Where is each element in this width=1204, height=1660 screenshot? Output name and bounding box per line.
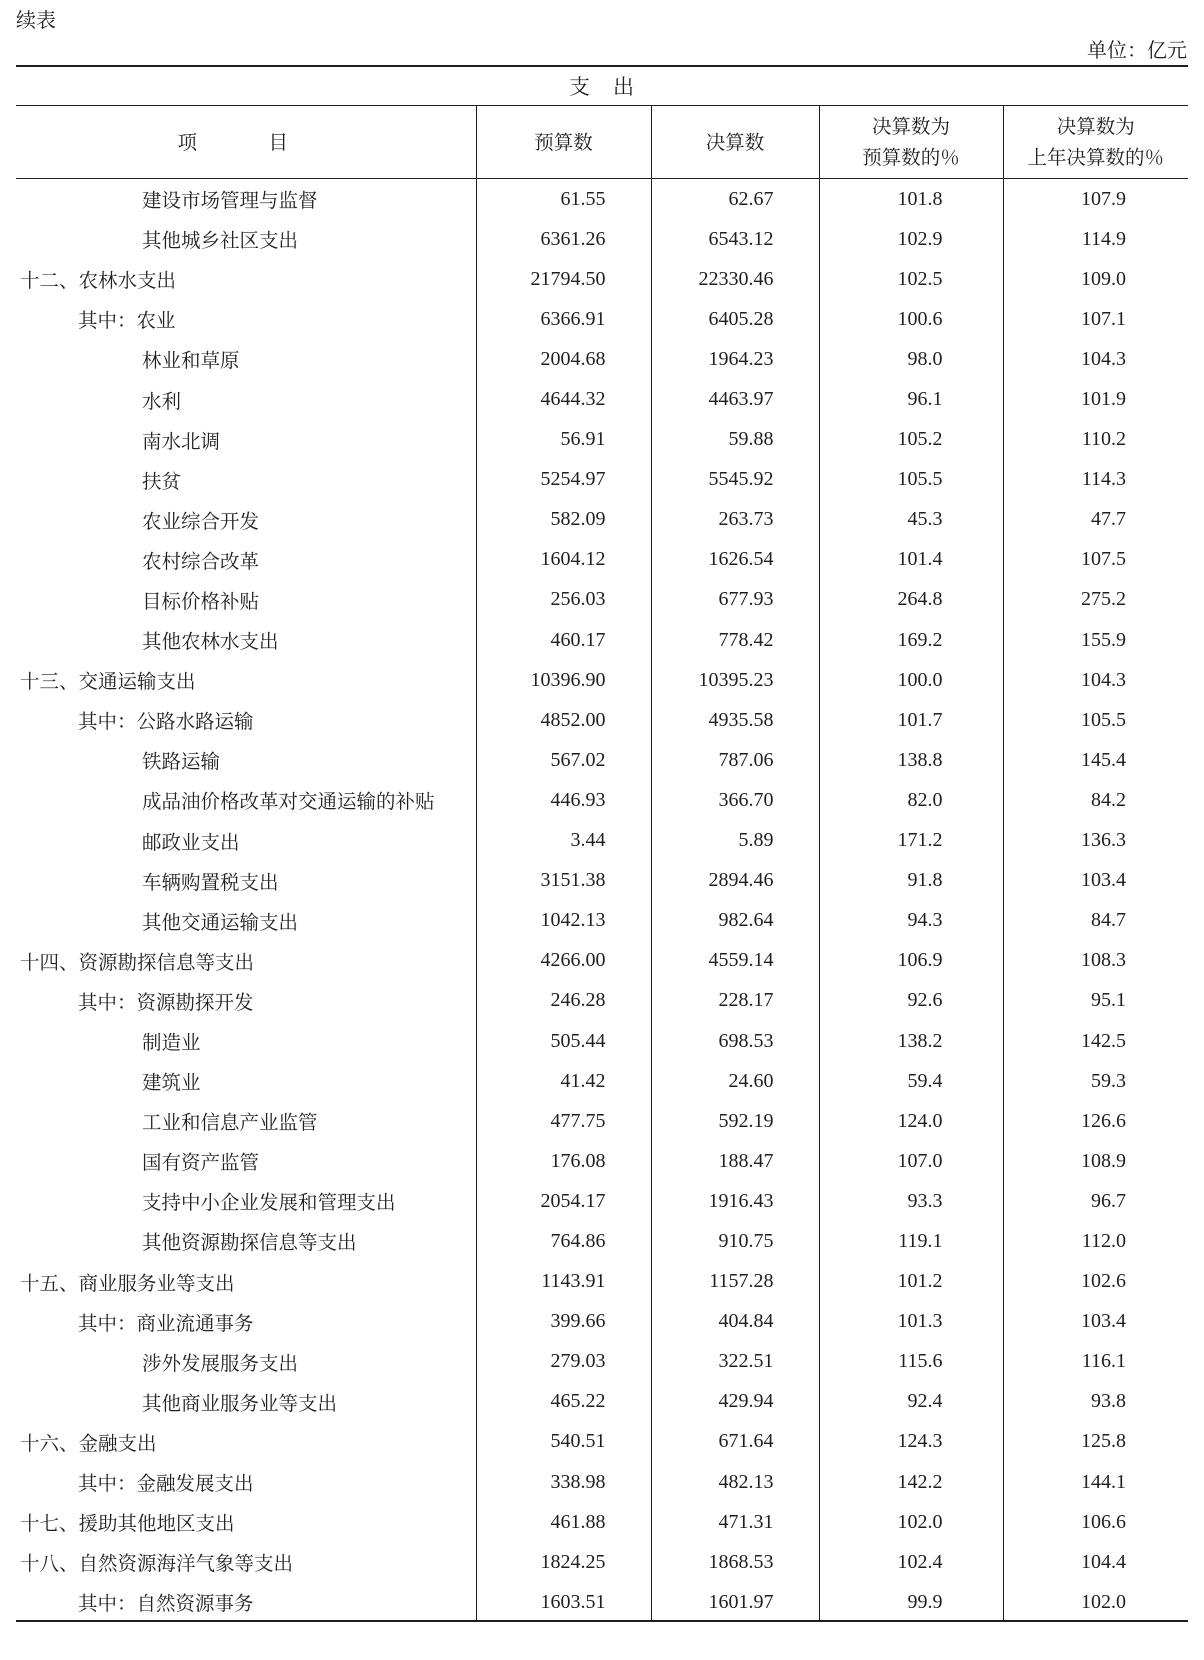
row-item-label: 十八、自然资源海洋气象等支出 — [20, 1552, 294, 1576]
row-budget-value: 582.09 — [476, 500, 651, 540]
row-pct-budget-value: 100.6 — [819, 299, 1003, 339]
table-row — [16, 1141, 1188, 1181]
row-budget-value: 3.44 — [476, 821, 651, 861]
table-row — [16, 1262, 1188, 1302]
row-final-value: 778.42 — [651, 620, 819, 660]
row-pct-prev-value: 126.6 — [1003, 1101, 1188, 1141]
row-item-label: 其中：商业流通事务 — [78, 1311, 254, 1335]
row-budget-value: 2054.17 — [476, 1181, 651, 1221]
row-item-label: 其他农林水支出 — [142, 630, 279, 654]
row-budget-value: 3151.38 — [476, 861, 651, 901]
table-row — [16, 299, 1188, 339]
table-row — [16, 259, 1188, 299]
row-pct-prev-value: 110.2 — [1003, 420, 1188, 460]
row-final-value: 62.67 — [651, 179, 819, 220]
table-row — [16, 379, 1188, 419]
row-final-value: 4559.14 — [651, 941, 819, 981]
row-pct-prev-value: 104.4 — [1003, 1542, 1188, 1582]
row-final-value: 322.51 — [651, 1342, 819, 1382]
row-item-label: 其他城乡社区支出 — [142, 229, 299, 253]
row-budget-value: 505.44 — [476, 1021, 651, 1061]
table-row — [16, 1181, 1188, 1221]
row-budget-value: 41.42 — [476, 1061, 651, 1101]
table-row — [16, 1021, 1188, 1061]
row-item-label: 其他交通运输支出 — [142, 910, 299, 934]
row-budget-value: 1042.13 — [476, 901, 651, 941]
row-item-label: 成品油价格改革对交通运输的补贴 — [142, 790, 435, 814]
row-pct-budget-value: 105.2 — [819, 420, 1003, 460]
row-budget-value: 61.55 — [476, 179, 651, 220]
bottom-rule — [16, 1620, 1188, 1622]
row-pct-budget-value: 105.5 — [819, 460, 1003, 500]
row-pct-budget-value: 119.1 — [819, 1221, 1003, 1261]
table-row — [16, 500, 1188, 540]
row-item-label: 工业和信息产业监管 — [142, 1111, 318, 1135]
row-pct-budget-value: 107.0 — [819, 1141, 1003, 1181]
row-pct-prev-value: 102.6 — [1003, 1262, 1188, 1302]
column-header-item: 项 目 — [16, 106, 476, 179]
row-budget-value: 56.91 — [476, 420, 651, 460]
row-pct-budget-value: 142.2 — [819, 1462, 1003, 1502]
row-item-label: 十六、金融支出 — [20, 1431, 157, 1455]
row-final-value: 429.94 — [651, 1382, 819, 1422]
table-row — [16, 339, 1188, 379]
row-pct-budget-value: 102.5 — [819, 259, 1003, 299]
table-row — [16, 1502, 1188, 1542]
row-budget-value: 4852.00 — [476, 700, 651, 740]
row-item-label: 其他资源勘探信息等支出 — [142, 1231, 357, 1255]
row-pct-prev-value: 102.0 — [1003, 1582, 1188, 1622]
row-final-value: 1868.53 — [651, 1542, 819, 1582]
row-budget-value: 460.17 — [476, 620, 651, 660]
row-final-value: 910.75 — [651, 1221, 819, 1261]
row-final-value: 1626.54 — [651, 540, 819, 580]
row-pct-budget-value: 93.3 — [819, 1181, 1003, 1221]
row-item-label: 十四、资源勘探信息等支出 — [20, 950, 255, 974]
row-pct-prev-value: 93.8 — [1003, 1382, 1188, 1422]
row-pct-prev-value: 125.8 — [1003, 1422, 1188, 1462]
row-pct-prev-value: 108.9 — [1003, 1141, 1188, 1181]
row-final-value: 982.64 — [651, 901, 819, 941]
row-pct-budget-value: 99.9 — [819, 1582, 1003, 1622]
row-budget-value: 338.98 — [476, 1462, 651, 1502]
row-final-value: 6543.12 — [651, 219, 819, 259]
table-row — [16, 861, 1188, 901]
row-item-label: 其中：自然资源事务 — [78, 1592, 254, 1616]
row-final-value: 24.60 — [651, 1061, 819, 1101]
row-item-label: 其中：农业 — [78, 309, 176, 333]
row-budget-value: 1604.12 — [476, 540, 651, 580]
row-pct-prev-value: 104.3 — [1003, 339, 1188, 379]
table-row — [16, 700, 1188, 740]
row-pct-budget-value: 92.6 — [819, 981, 1003, 1021]
row-item-label: 车辆购置税支出 — [142, 870, 279, 894]
row-pct-budget-value: 92.4 — [819, 1382, 1003, 1422]
row-item-label: 支持中小企业发展和管理支出 — [142, 1191, 396, 1215]
row-pct-prev-value: 107.9 — [1003, 179, 1188, 220]
row-pct-prev-value: 107.5 — [1003, 540, 1188, 580]
table-row — [16, 901, 1188, 941]
row-budget-value: 6361.26 — [476, 219, 651, 259]
row-pct-budget-value: 171.2 — [819, 821, 1003, 861]
row-pct-budget-value: 101.2 — [819, 1262, 1003, 1302]
row-final-value: 263.73 — [651, 500, 819, 540]
row-pct-prev-value: 103.4 — [1003, 1302, 1188, 1342]
row-pct-prev-value: 103.4 — [1003, 861, 1188, 901]
row-item-label: 南水北调 — [142, 429, 221, 453]
row-final-value: 1916.43 — [651, 1181, 819, 1221]
row-pct-budget-value: 101.3 — [819, 1302, 1003, 1342]
table-row — [16, 1542, 1188, 1582]
row-final-value: 10395.23 — [651, 660, 819, 700]
row-budget-value: 399.66 — [476, 1302, 651, 1342]
row-item-label: 其中：资源勘探开发 — [78, 990, 254, 1014]
row-pct-prev-value: 59.3 — [1003, 1061, 1188, 1101]
row-budget-value: 256.03 — [476, 580, 651, 620]
row-final-value: 22330.46 — [651, 259, 819, 299]
row-item-label: 国有资产监管 — [142, 1151, 260, 1175]
section-title: 支 出 — [569, 75, 635, 99]
row-final-value: 59.88 — [651, 420, 819, 460]
row-item-label: 邮政业支出 — [142, 830, 240, 854]
table-row — [16, 821, 1188, 861]
row-budget-value: 477.75 — [476, 1101, 651, 1141]
row-pct-prev-value: 106.6 — [1003, 1502, 1188, 1542]
row-final-value: 677.93 — [651, 580, 819, 620]
row-final-value: 404.84 — [651, 1302, 819, 1342]
row-pct-budget-value: 102.4 — [819, 1542, 1003, 1582]
column-header-pct-budget: 决算数为 预算数的％ — [819, 106, 1003, 179]
table-row — [16, 1101, 1188, 1141]
row-pct-prev-value: 114.9 — [1003, 219, 1188, 259]
row-item-label: 目标价格补贴 — [142, 589, 260, 613]
row-pct-budget-value: 82.0 — [819, 780, 1003, 820]
row-pct-prev-value: 107.1 — [1003, 299, 1188, 339]
row-pct-budget-value: 264.8 — [819, 580, 1003, 620]
row-budget-value: 4644.32 — [476, 379, 651, 419]
row-pct-budget-value: 96.1 — [819, 379, 1003, 419]
row-final-value: 1601.97 — [651, 1582, 819, 1622]
row-final-value: 2894.46 — [651, 861, 819, 901]
row-final-value: 1964.23 — [651, 339, 819, 379]
row-pct-prev-value: 136.3 — [1003, 821, 1188, 861]
row-pct-prev-value: 101.9 — [1003, 379, 1188, 419]
row-pct-budget-value: 138.2 — [819, 1021, 1003, 1061]
table-row — [16, 1422, 1188, 1462]
table-row — [16, 1221, 1188, 1261]
row-pct-prev-value: 275.2 — [1003, 580, 1188, 620]
row-pct-prev-value: 105.5 — [1003, 700, 1188, 740]
row-final-value: 671.64 — [651, 1422, 819, 1462]
row-budget-value: 4266.00 — [476, 941, 651, 981]
row-pct-budget-value: 94.3 — [819, 901, 1003, 941]
row-pct-budget-value: 101.7 — [819, 700, 1003, 740]
table-row — [16, 1582, 1188, 1622]
row-budget-value: 1603.51 — [476, 1582, 651, 1622]
column-header-pct-prev: 决算数为 上年决算数的％ — [1003, 106, 1188, 179]
row-item-label: 十五、商业服务业等支出 — [20, 1271, 235, 1295]
table-row — [16, 1302, 1188, 1342]
row-item-label: 林业和草原 — [142, 349, 240, 373]
row-final-value: 4463.97 — [651, 379, 819, 419]
row-pct-budget-value: 102.0 — [819, 1502, 1003, 1542]
row-pct-budget-value: 169.2 — [819, 620, 1003, 660]
table-row — [16, 740, 1188, 780]
row-pct-prev-value: 84.7 — [1003, 901, 1188, 941]
header-row — [16, 106, 1188, 179]
row-item-label: 十七、援助其他地区支出 — [20, 1512, 235, 1536]
table-row — [16, 1462, 1188, 1502]
table-row — [16, 660, 1188, 700]
row-final-value: 366.70 — [651, 780, 819, 820]
row-pct-budget-value: 124.0 — [819, 1101, 1003, 1141]
row-final-value: 6405.28 — [651, 299, 819, 339]
row-final-value: 228.17 — [651, 981, 819, 1021]
row-item-label: 十二、农林水支出 — [20, 269, 177, 293]
row-budget-value: 764.86 — [476, 1221, 651, 1261]
table-row — [16, 780, 1188, 820]
row-pct-budget-value: 101.8 — [819, 179, 1003, 220]
row-final-value: 471.31 — [651, 1502, 819, 1542]
row-pct-prev-value: 145.4 — [1003, 740, 1188, 780]
table-row — [16, 981, 1188, 1021]
table-row — [16, 620, 1188, 660]
row-pct-budget-value: 102.9 — [819, 219, 1003, 259]
row-pct-prev-value: 155.9 — [1003, 620, 1188, 660]
table-row — [16, 219, 1188, 259]
row-pct-budget-value: 45.3 — [819, 500, 1003, 540]
row-pct-budget-value: 106.9 — [819, 941, 1003, 981]
row-pct-budget-value: 101.4 — [819, 540, 1003, 580]
row-budget-value: 540.51 — [476, 1422, 651, 1462]
row-budget-value: 6366.91 — [476, 299, 651, 339]
row-pct-prev-value: 108.3 — [1003, 941, 1188, 981]
row-item-label: 建筑业 — [142, 1071, 201, 1095]
row-pct-prev-value: 116.1 — [1003, 1342, 1188, 1382]
row-final-value: 482.13 — [651, 1462, 819, 1502]
row-budget-value: 1143.91 — [476, 1262, 651, 1302]
row-final-value: 5.89 — [651, 821, 819, 861]
row-budget-value: 246.28 — [476, 981, 651, 1021]
row-pct-prev-value: 142.5 — [1003, 1021, 1188, 1061]
row-pct-prev-value: 104.3 — [1003, 660, 1188, 700]
table-row — [16, 941, 1188, 981]
row-item-label: 铁路运输 — [142, 750, 221, 774]
row-pct-budget-value: 115.6 — [819, 1342, 1003, 1382]
row-final-value: 4935.58 — [651, 700, 819, 740]
row-pct-prev-value: 144.1 — [1003, 1462, 1188, 1502]
row-budget-value: 2004.68 — [476, 339, 651, 379]
table-row — [16, 179, 1188, 220]
row-final-value: 188.47 — [651, 1141, 819, 1181]
row-pct-prev-value: 47.7 — [1003, 500, 1188, 540]
row-budget-value: 446.93 — [476, 780, 651, 820]
row-item-label: 建设市场管理与监督 — [142, 189, 318, 213]
top-rule — [16, 65, 1188, 67]
row-pct-budget-value: 59.4 — [819, 1061, 1003, 1101]
row-pct-budget-value: 100.0 — [819, 660, 1003, 700]
row-pct-budget-value: 124.3 — [819, 1422, 1003, 1462]
row-pct-prev-value: 112.0 — [1003, 1221, 1188, 1261]
row-pct-prev-value: 95.1 — [1003, 981, 1188, 1021]
expenditure-table — [16, 106, 1188, 1622]
row-budget-value: 465.22 — [476, 1382, 651, 1422]
row-item-label: 制造业 — [142, 1031, 201, 1055]
row-item-label: 涉外发展服务支出 — [142, 1351, 299, 1375]
row-final-value: 1157.28 — [651, 1262, 819, 1302]
unit-label: 单位：亿元 — [1087, 38, 1187, 62]
row-item-label: 其他商业服务业等支出 — [142, 1391, 338, 1415]
row-pct-budget-value: 98.0 — [819, 339, 1003, 379]
row-pct-budget-value: 91.8 — [819, 861, 1003, 901]
row-pct-prev-value: 84.2 — [1003, 780, 1188, 820]
row-budget-value: 1824.25 — [476, 1542, 651, 1582]
table-row — [16, 1342, 1188, 1382]
continued-label: 续表 — [16, 8, 56, 32]
row-budget-value: 21794.50 — [476, 259, 651, 299]
row-item-label: 农村综合改革 — [142, 549, 260, 573]
row-final-value: 787.06 — [651, 740, 819, 780]
row-pct-budget-value: 138.8 — [819, 740, 1003, 780]
row-budget-value: 10396.90 — [476, 660, 651, 700]
row-item-label: 其中：公路水路运输 — [78, 710, 254, 734]
table-row — [16, 420, 1188, 460]
row-budget-value: 567.02 — [476, 740, 651, 780]
row-final-value: 592.19 — [651, 1101, 819, 1141]
table-row — [16, 460, 1188, 500]
row-pct-prev-value: 114.3 — [1003, 460, 1188, 500]
table-row — [16, 1382, 1188, 1422]
row-item-label: 水利 — [142, 389, 182, 413]
row-budget-value: 176.08 — [476, 1141, 651, 1181]
row-pct-prev-value: 109.0 — [1003, 259, 1188, 299]
column-header-budget: 预算数 — [476, 106, 651, 179]
table-row — [16, 580, 1188, 620]
row-item-label: 农业综合开发 — [142, 509, 260, 533]
table-row — [16, 1061, 1188, 1101]
row-budget-value: 461.88 — [476, 1502, 651, 1542]
row-item-label: 扶贫 — [142, 469, 182, 493]
table-row — [16, 540, 1188, 580]
column-header-final: 决算数 — [651, 106, 819, 179]
row-pct-prev-value: 96.7 — [1003, 1181, 1188, 1221]
row-item-label: 其中：金融发展支出 — [78, 1472, 254, 1496]
row-final-value: 5545.92 — [651, 460, 819, 500]
row-budget-value: 279.03 — [476, 1342, 651, 1382]
row-item-label: 十三、交通运输支出 — [20, 670, 196, 694]
row-final-value: 698.53 — [651, 1021, 819, 1061]
row-budget-value: 5254.97 — [476, 460, 651, 500]
